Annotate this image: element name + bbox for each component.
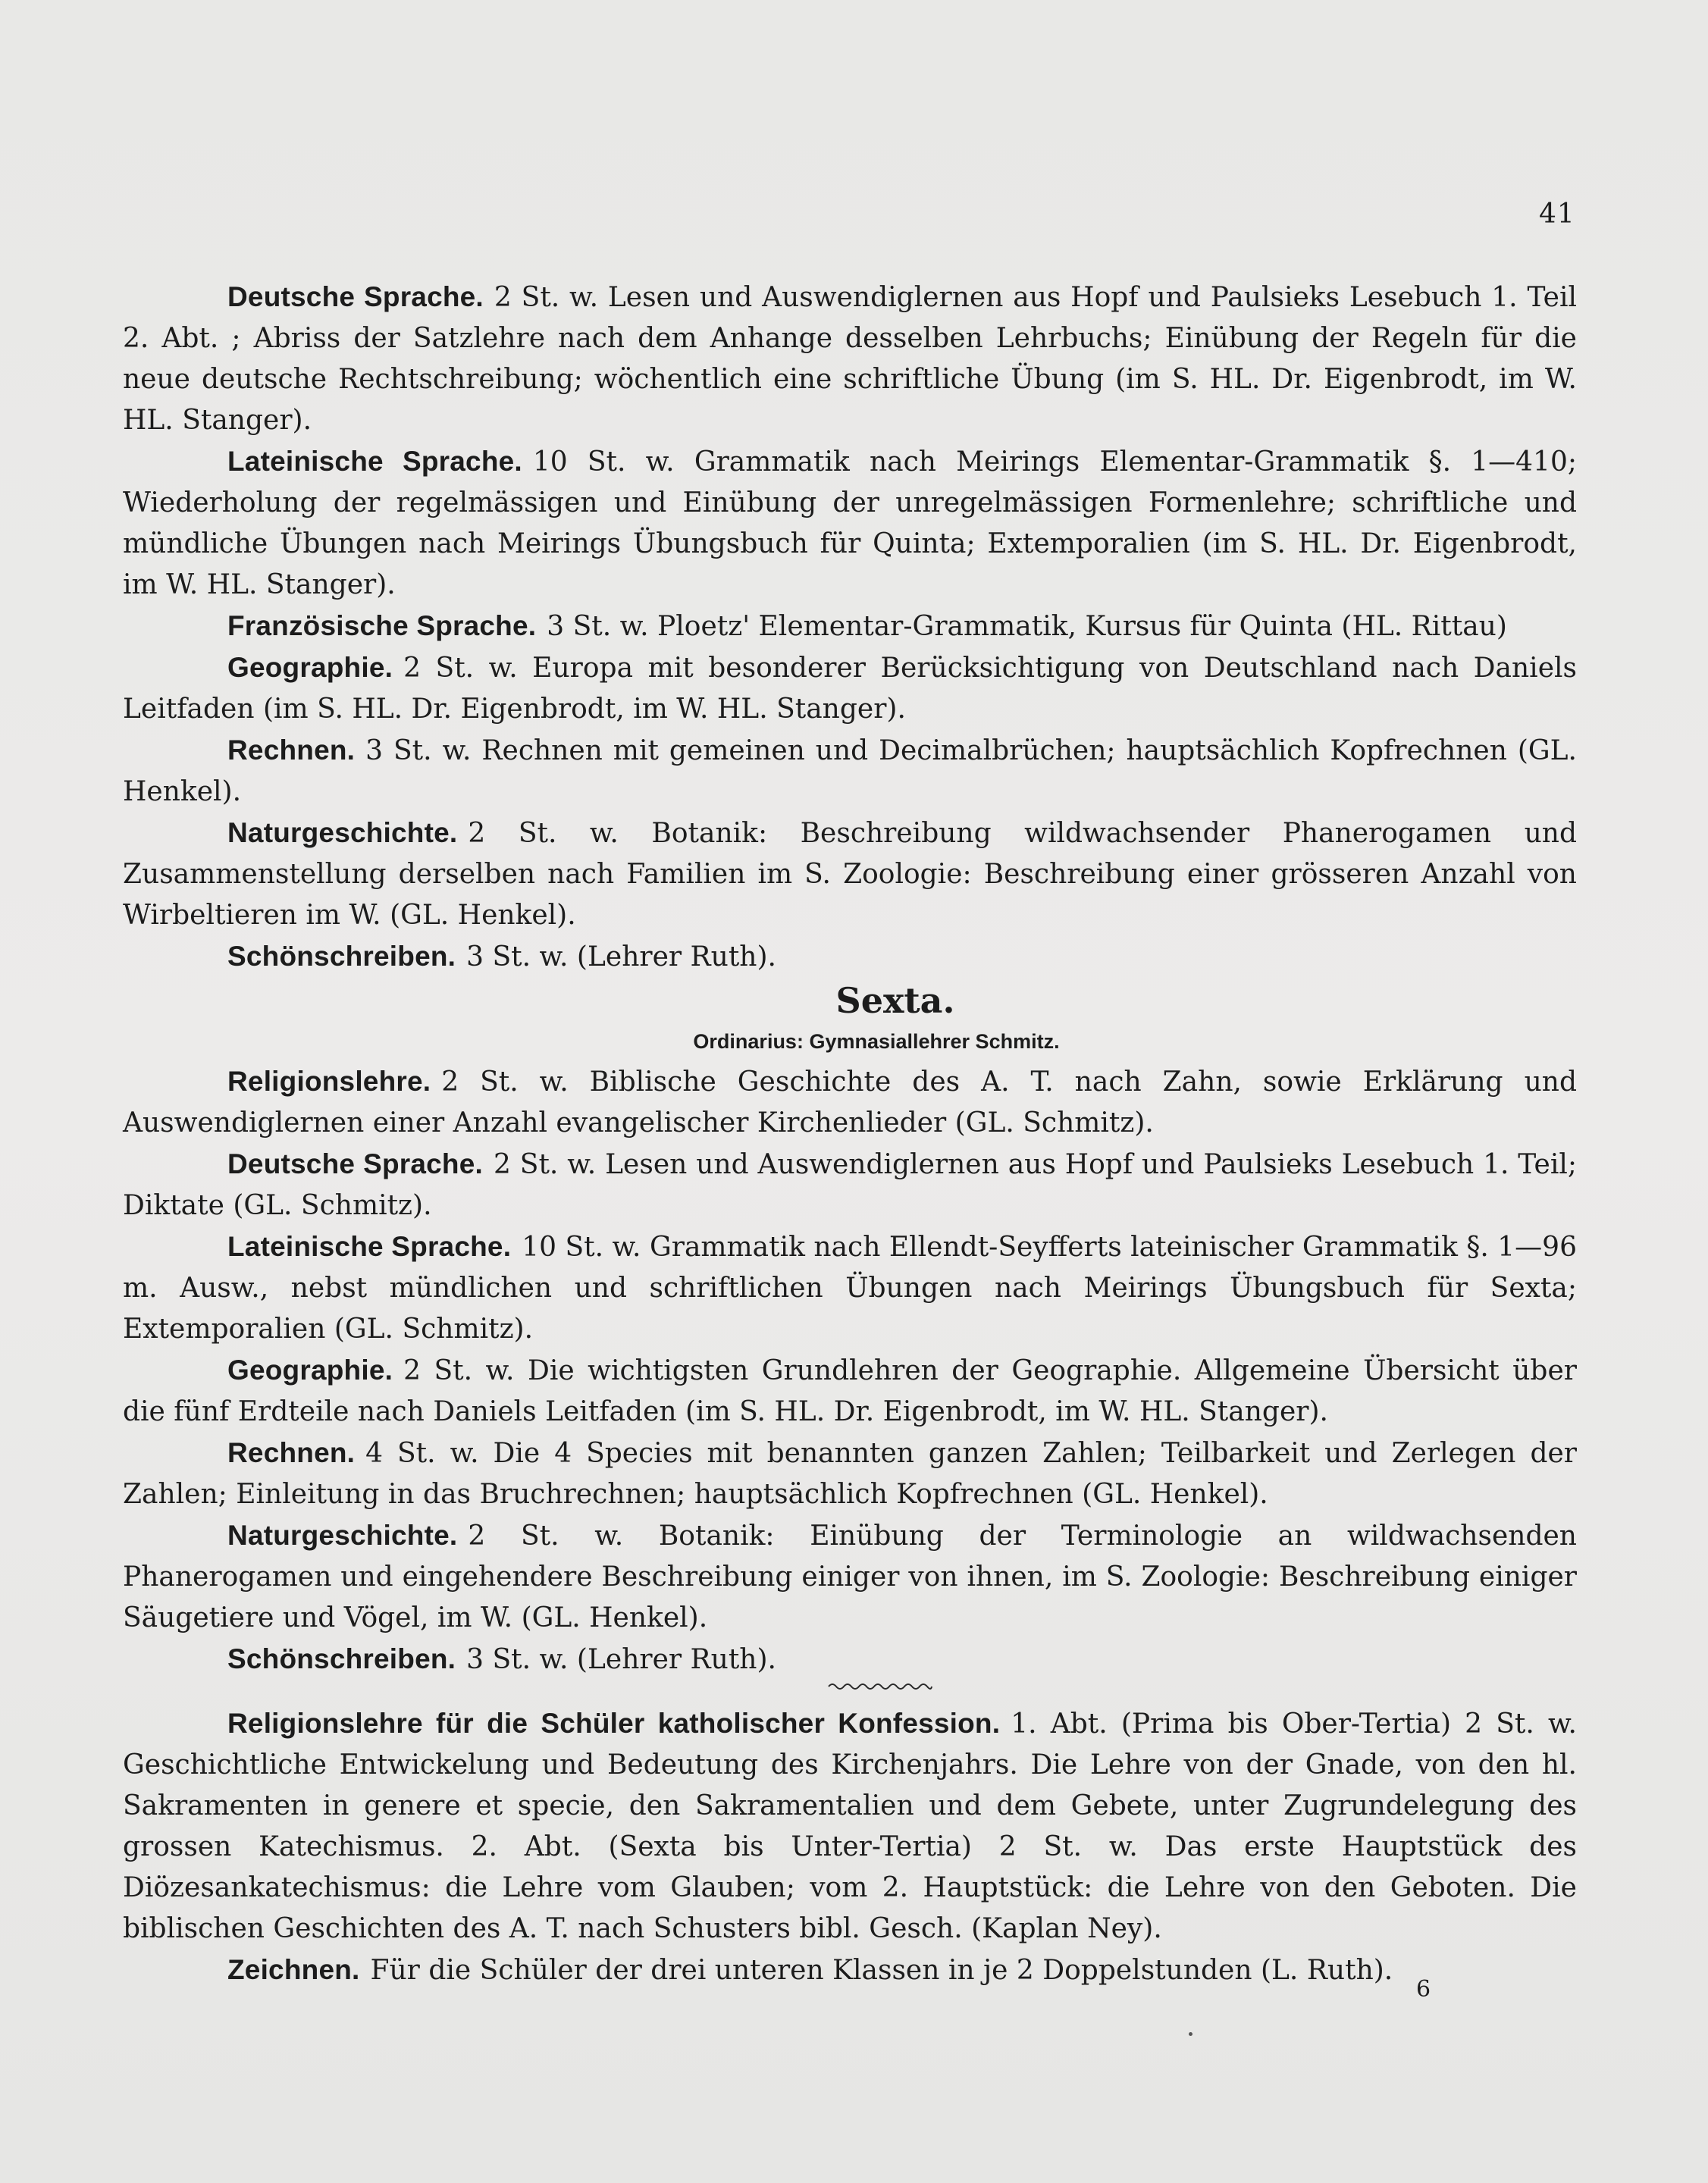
- paragraph-rechnen-sexta: [123, 1433, 1577, 1515]
- paragraph-naturgeschichte-quinta: [123, 813, 1577, 936]
- subject-label: Naturgeschichte.: [227, 1520, 458, 1551]
- paragraph-schoenschreiben-sexta: [123, 1639, 1577, 1680]
- subject-label: Rechnen.: [227, 734, 356, 766]
- subject-label: Deutsche Sprache.: [227, 281, 484, 312]
- paragraph-deutsche-sprache-quinta: [123, 277, 1577, 441]
- paragraph-text: Für die Schüler der drei unteren Klassen in je 2 Doppelstunden (L. Ruth).: [370, 1955, 1393, 1986]
- quinta-section: [123, 277, 1577, 978]
- subject-label: Lateinische Sprache.: [227, 1231, 512, 1262]
- paragraph-text: 2 St. w. Die wichtigsten Grundlehren der Geographie. Allgemeine Übersicht über die fünf Erdteile nach Daniels Leitfaden (im S. HL. Dr. Eigenbrodt, im W. HL. Stanger).: [123, 1355, 1577, 1427]
- sexta-section: [123, 979, 1577, 1680]
- subject-label: Rechnen.: [227, 1437, 356, 1468]
- paragraph-lateinische-sprache-quinta: [123, 441, 1577, 606]
- subject-label: Religionslehre für die Schüler katholischer Konfession.: [227, 1708, 1001, 1739]
- paragraph-zeichnen: [123, 1950, 1577, 1991]
- subject-label: Lateinische Sprache.: [227, 446, 522, 477]
- paragraph-text: 2 St. w. Europa mit besonderer Berücksichtigung von Deutschland nach Daniels Leitfaden (im S. HL. Dr. Eigenbrodt, im W. HL. Stanger).: [123, 653, 1577, 725]
- paragraph-text: 4 St. w. Die 4 Species mit benannten ganzen Zahlen; Teilbarkeit und Zerlegen der Zahlen; Einleitung in das Bruchrechnen; hauptsächlich Kopfrechnen (GL. Henkel).: [123, 1438, 1577, 1510]
- subject-label: Naturgeschichte.: [227, 817, 458, 848]
- paragraph-religionslehre-sexta: [123, 1061, 1577, 1144]
- printer-signature: 6: [1416, 1976, 1431, 2003]
- wavy-divider: [123, 1680, 1577, 1703]
- paragraph-text: 3 St. w. (Lehrer Ruth).: [466, 1644, 776, 1675]
- general-section: [123, 1703, 1577, 1991]
- subject-label: Religionslehre.: [227, 1066, 431, 1097]
- subject-label: Schönschreiben.: [227, 941, 456, 972]
- paragraph-naturgeschichte-sexta: [123, 1515, 1577, 1639]
- document-body: [123, 277, 1577, 1991]
- paragraph-religionslehre-katholisch: [123, 1703, 1577, 1950]
- page-number: 41: [1539, 199, 1575, 230]
- paragraph-text: 3 St. w. Ploetz' Elementar-Grammatik, Kursus für Quinta (HL. Rittau): [547, 611, 1507, 642]
- paragraph-schoenschreiben-quinta: [123, 936, 1577, 978]
- paragraph-text: 2 St. w. Lesen und Auswendiglernen aus Hopf und Paulsieks Lesebuch 1. Teil; Diktate (GL. Schmitz).: [123, 1149, 1577, 1221]
- subject-label: Geographie.: [227, 652, 393, 683]
- paragraph-text: 3 St. w. (Lehrer Ruth).: [466, 941, 776, 972]
- subject-label: Schönschreiben.: [227, 1643, 456, 1674]
- paragraph-text: 1. Abt. (Prima bis Ober-Tertia) 2 St. w. Geschichtliche Entwickelung und Bedeutung des Kirchenjahrs. Die Lehre von der Gnade, von den hl. Sakramenten in genere et specie, den Sakramentalien und dem Gebete, unter Zugrundelegung des grossen Katechismus. 2. Abt. (Sexta bis Unter-Tertia) 2 St. w. Das erste Hauptstück des Diözesankatechismus: die Lehre vom Glauben; vom 2. Hauptstück: die Lehre von den Geboten. Die biblischen Geschichten des A. T. nach Schusters bibl. Gesch. (Kaplan Ney).: [123, 1709, 1577, 1944]
- paragraph-text: 10 St. w. Grammatik nach Ellendt-Seyfferts lateinischer Grammatik §. 1—96 m. Ausw., nebst mündlichen und schriftlichen Übungen nach Meirings Übungsbuch für Sexta; Extemporalien (GL. Schmitz).: [123, 1232, 1577, 1345]
- paragraph-deutsche-sprache-sexta: [123, 1144, 1577, 1226]
- paragraph-text: 3 St. w. Rechnen mit gemeinen und Decimalbrüchen; hauptsächlich Kopfrechnen (GL. Henkel).: [123, 735, 1577, 807]
- section-title-sexta: Sexta.: [835, 980, 955, 1021]
- paragraph-text: 2 St. w. Botanik: Beschreibung wildwachsender Phanerogamen und Zusammenstellung derselben nach Familien im S. Zoologie: Beschreibung einer grösseren Anzahl von Wirbeltieren im W. (GL. Henkel).: [123, 818, 1577, 931]
- paragraph-franzoesische-sprache-quinta: [123, 606, 1577, 647]
- subject-label: Deutsche Sprache.: [227, 1148, 483, 1179]
- paragraph-geographie-quinta: [123, 647, 1577, 730]
- subject-label: Französische Sprache.: [227, 610, 537, 641]
- paper-speck: [1189, 2032, 1192, 2036]
- subject-label: Zeichnen.: [227, 1954, 360, 1985]
- subject-label: Geographie.: [227, 1355, 393, 1386]
- paragraph-rechnen-quinta: [123, 730, 1577, 813]
- paragraph-text: 2 St. w. Lesen und Auswendiglernen aus Hopf und Paulsieks Lesebuch 1. Teil 2. Abt. ; Abriss der Satzlehre nach dem Anhange desselben Lehrbuchs; Einübung der Regeln für die neue deutsche Rechtschreibung; wöchentlich eine schriftliche Übung (im S. HL. Dr. Eigenbrodt, im W. HL. Stanger).: [123, 282, 1578, 436]
- wavy-divider-line: [827, 1680, 933, 1693]
- paragraph-text: 2 St. w. Botanik: Einübung der Terminologie an wildwachsenden Phanerogamen und eingehendere Beschreibung einiger von ihnen, im S. Zoologie: Beschreibung einiger Säugetiere und Vögel, im W. (GL. Henkel).: [123, 1521, 1577, 1633]
- paragraph-lateinische-sprache-sexta: [123, 1226, 1577, 1350]
- paragraph-geographie-sexta: [123, 1350, 1577, 1433]
- paragraph-text: 2 St. w. Biblische Geschichte des A. T. nach Zahn, sowie Erklärung und Auswendiglernen einer Anzahl evangelischer Kirchenlieder (GL. Schmitz).: [123, 1066, 1577, 1138]
- paragraph-text: 10 St. w. Grammatik nach Meirings Elementar-Grammatik §. 1—410; Wiederholung der regelmässigen und Einübung der unregelmässigen Formenlehre; schriftliche und mündliche Übungen nach Meirings Übungsbuch für Quinta; Extemporalien (im S. HL. Dr. Eigenbrodt, im W. HL. Stanger).: [123, 446, 1577, 600]
- ordinarius-line: Ordinarius: Gymnasiallehrer Schmitz.: [693, 1030, 1060, 1053]
